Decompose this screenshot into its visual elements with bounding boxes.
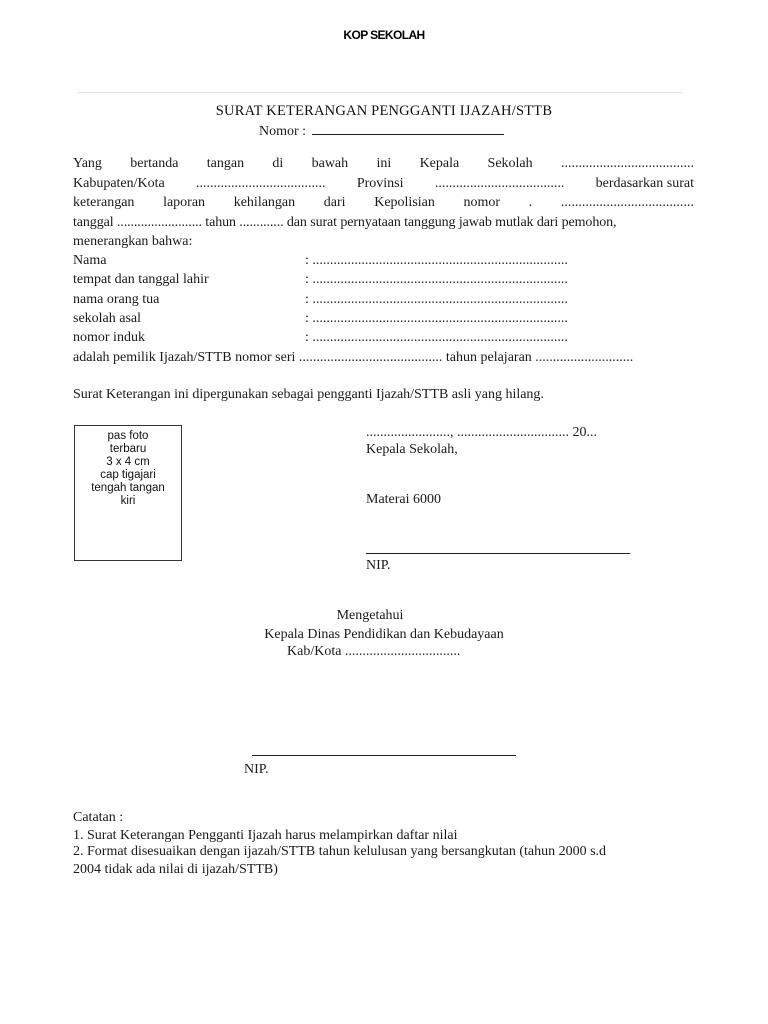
photo-line: kiri [120,495,136,507]
word: ...................................... [560,195,694,210]
word: ..................................... [434,176,565,191]
word: ini [376,156,392,171]
word: Provinsi [356,176,404,191]
photo-instructions [75,430,181,508]
word: dari [323,195,346,210]
field-label-nama: Nama [73,253,107,268]
word: laporan [163,195,206,210]
word: bertanda [130,156,179,171]
field-value-nama-orang-tua: : ......................................................................... [305,292,568,307]
word: berdasarkan surat [595,176,694,191]
word: . [528,195,533,210]
word: bawah [311,156,349,171]
owner-line: adalah pemilik Ijazah/STTB nomor seri ......................................... tahun pelajaran ............................ [73,350,634,365]
field-value-nomor-induk: : ......................................................................... [305,330,568,345]
notes-heading: Catatan : [73,810,124,825]
word: Kabupaten/Kota [73,176,165,191]
nomor-label: Nomor : [259,124,307,139]
paragraph-line-5: menerangkan bahwa: [73,234,193,249]
word: Yang [73,156,102,171]
purpose-statement: Surat Keterangan ini dipergunakan sebagai pengganti Ijazah/STTB asli yang hilang. [73,387,544,402]
photo-line: tengah tangan [91,482,165,494]
paragraph-line-2 [73,174,694,194]
paragraph-line-4: tanggal ......................... tahun ............. dan surat pernyataan tanggung jawab mutlak dari pemohon, [73,215,617,230]
field-value-tempat-tanggal-lahir: : ......................................................................... [305,272,568,287]
word: ..................................... [196,176,326,191]
document-title: SURAT KETERANGAN PENGGANTI IJAZAH/STTB [215,103,553,119]
photo-line: pas foto [107,430,149,442]
principal-signature-line [366,553,630,554]
photo-line: cap tigajari [100,469,156,481]
region-label: Kab/Kota ................................. [287,644,461,659]
paragraph-line-1 [73,154,694,174]
note-item: 2. Format disesuaikan dengan ijazah/STTB tahun kelulusan yang bersangkutan (tahun 2000 s.d [73,844,607,859]
word: nomor [463,195,501,210]
signature-place-date: ........................, ................................ 20... [366,425,597,440]
field-label-nama-orang-tua: nama orang tua [73,292,160,307]
field-value-sekolah-asal: : ......................................................................... [305,311,568,326]
word: Sekolah [487,156,533,171]
signature-role: Kepala Sekolah, [366,442,458,457]
photo-line: 3 x 4 cm [106,456,150,468]
nomor-row [259,121,504,142]
paragraph-line-3 [73,193,694,213]
word: di [272,156,284,171]
principal-nip: NIP. [366,558,391,573]
note-item: 1. Surat Keterangan Pengganti Ijazah harus melampirkan daftar nilai [73,828,458,843]
word: keterangan [73,195,135,210]
kop-sekolah-header: KOP SEKOLAH [343,28,425,42]
photo-placeholder-box [74,425,182,561]
note-item: 2004 tidak ada nilai di ijazah/STTB) [73,862,278,877]
materai-label: Materai 6000 [366,492,442,507]
field-value-nama: : ......................................................................... [305,253,568,268]
word: Kepolisian [374,195,435,210]
word: Kepala [419,156,460,171]
dinas-nip: NIP. [244,762,269,777]
word: ...................................... [560,156,694,171]
word: kehilangan [233,195,296,210]
photo-line: terbaru [109,443,147,455]
nomor-blank-line [312,121,504,135]
header-divider [78,92,682,93]
dinas-signature-line [252,755,516,756]
office-name: Kepala Dinas Pendidikan dan Kebudayaan [264,627,504,642]
field-label-sekolah-asal: sekolah asal [73,311,142,326]
mengetahui-label: Mengetahui [336,608,404,623]
field-label-tempat-tanggal-lahir: tempat dan tanggal lahir [73,272,209,287]
field-label-nomor-induk: nomor induk [73,330,145,345]
word: tangan [206,156,245,171]
